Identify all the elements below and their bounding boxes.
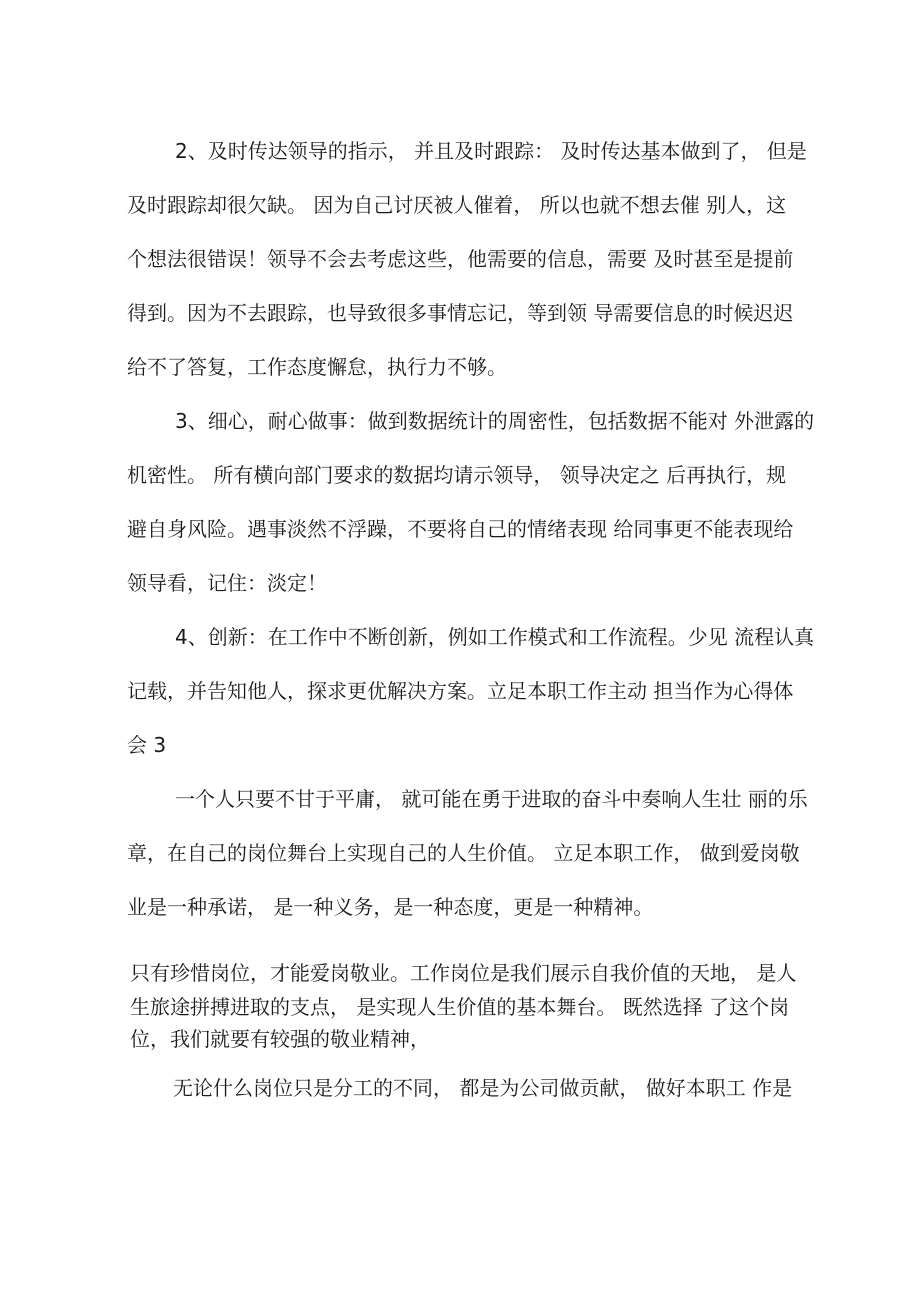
text-span: 机密性。 所有横向部门要求的数据均请示领导， 领导决定之 后再执行，规: [127, 463, 787, 487]
text-line: [173, 1074, 793, 1102]
text-span: 一个人只要不甘于平庸， 就可能在勇于进取的奋斗中奏响人生壮 丽的乐: [175, 787, 808, 811]
text-span: 生旅途拼搏进取的支点， 是实现人生价值的基本舞台。 既然选择 了这个岗: [130, 995, 790, 1019]
text-line: [130, 993, 790, 1021]
text-line: [130, 959, 797, 987]
text-line: [127, 299, 794, 327]
text-line: [130, 1025, 780, 1053]
text-line: [127, 515, 794, 543]
text-span: 得到。因为不去跟踪，也导致很多事情忘记，等到领 导需要信息的时候迟迟: [127, 301, 794, 325]
text-span: 个想法很错误！领导不会去考虑这些，他需要的信息，需要 及时甚至是提前: [127, 247, 794, 271]
text-span: 只有珍惜岗位，才能爱岗敬业。工作岗位是我们展示自我价值的天地， 是人: [130, 961, 797, 985]
text-span: 及时跟踪却很欠缺。 因为自己讨厌被人催着， 所以也就不想去催 别人，这: [127, 193, 787, 217]
text-line: [127, 245, 794, 273]
text-span: 4、创新：在工作中不断创新，例如工作模式和工作流程。少见 流程认真: [175, 625, 815, 649]
text-line: [127, 839, 800, 867]
text-span: 记载，并告知他人，探求更优解决方案。立足本职工作主动 担当作为心得体: [127, 679, 794, 703]
text-span: 章，在自己的岗位舞台上实现自己的人生价值。 立足本职工作， 做到爱岗敬: [127, 841, 800, 865]
text-span: 业是一种承诺， 是一种义务，是一种态度，更是一种精神。: [127, 895, 654, 919]
text-line: [127, 569, 791, 597]
text-span: 会 3: [127, 733, 167, 757]
text-line: [127, 461, 791, 489]
text-line: [175, 785, 808, 813]
text-line: [127, 677, 794, 705]
text-span: 给不了答复，工作态度懈怠，执行力不够。: [127, 355, 507, 379]
text-line: [127, 191, 791, 219]
text-line: [127, 731, 791, 759]
text-span: 位，我们就要有较强的敬业精神，: [130, 1027, 430, 1051]
text-line: [127, 893, 791, 921]
text-line: [175, 407, 815, 435]
text-line: [175, 623, 815, 651]
text-span: 避自身风险。遇事淡然不浮躁，不要将自己的情绪表现 给同事更不能表现给: [127, 517, 794, 541]
text-line: [127, 353, 791, 381]
text-span: 无论什么岗位只是分工的不同， 都是为公司做贡献， 做好本职工 作是: [173, 1076, 793, 1100]
text-line: [175, 137, 807, 165]
text-span: 2、及时传达领导的指示， 并且及时跟踪： 及时传达基本做到了， 但是: [175, 139, 807, 163]
text-span: 3、细心，耐心做事：做到数据统计的周密性，包括数据不能对 外泄露的: [175, 409, 815, 433]
text-span: 领导看，记住：淡定！: [127, 571, 327, 595]
